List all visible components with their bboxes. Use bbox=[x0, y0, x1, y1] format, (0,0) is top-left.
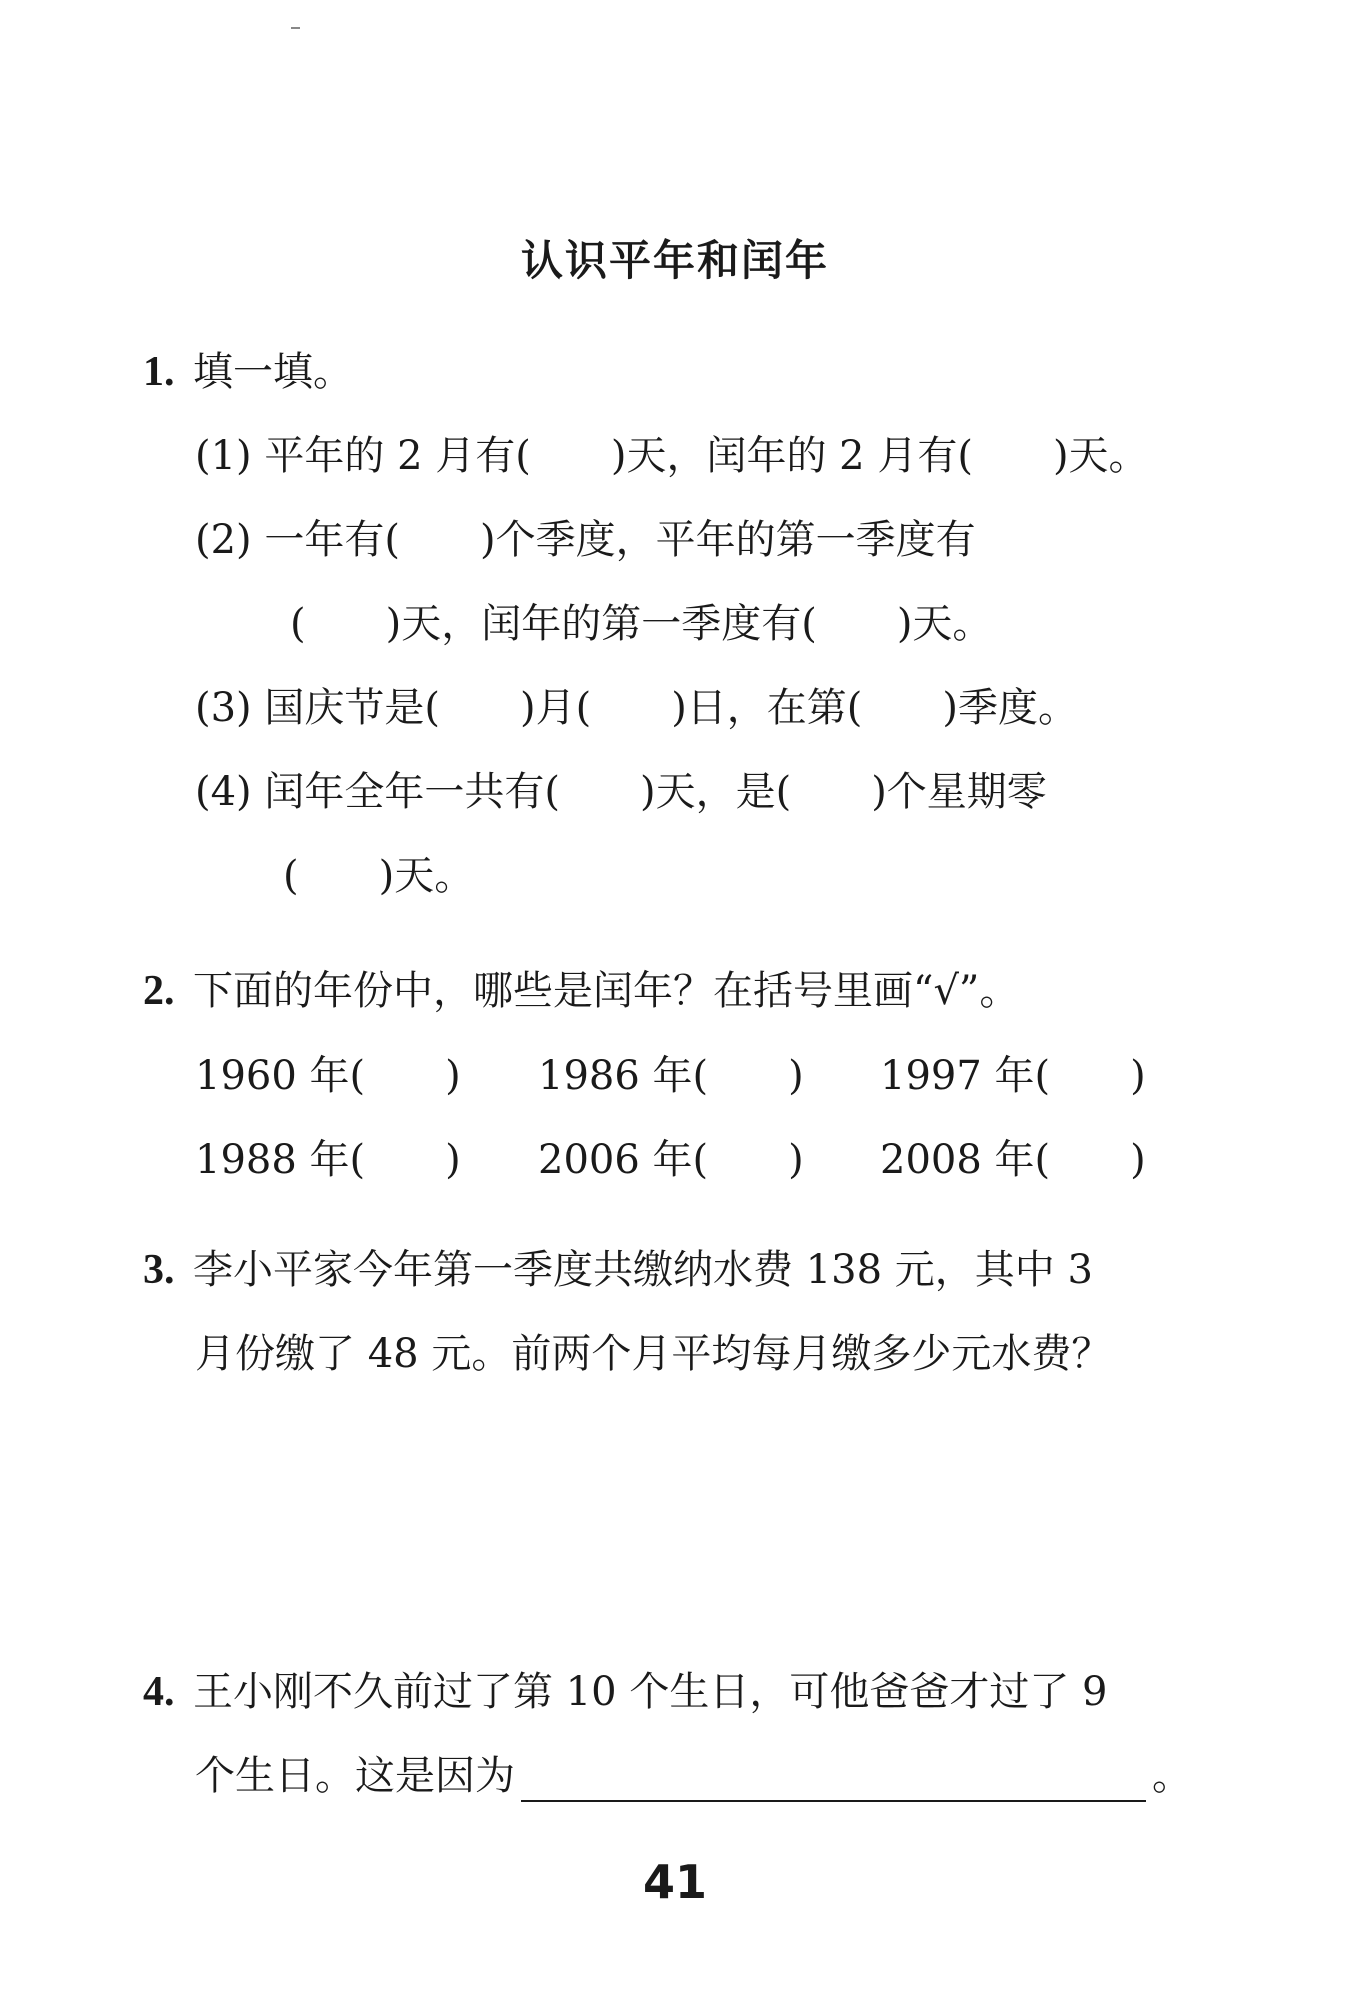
q2-year-1988: 1988 年( ) bbox=[195, 1137, 461, 1183]
q2-year-1997: 1997 年( ) bbox=[880, 1053, 1146, 1099]
q4-text-1: 王小刚不久前过了第 10 个生日，可他爸爸才过了 9 bbox=[193, 1669, 1108, 1715]
q2-prompt: 下面的年份中，哪些是闰年？在括号里画“√”。 bbox=[193, 968, 1020, 1014]
q4-text-end: 。 bbox=[1152, 1753, 1192, 1799]
q4-line-2 bbox=[195, 1750, 1192, 1802]
q1-item-2: (2) 一年有( )个季度，平年的第一季度有 bbox=[195, 517, 976, 563]
q1-header bbox=[143, 346, 353, 398]
q2-year-2006: 2006 年( ) bbox=[538, 1137, 804, 1183]
q3-line-1 bbox=[143, 1244, 1093, 1296]
q4-line-1 bbox=[143, 1666, 1108, 1718]
q4-number: 4. bbox=[143, 1669, 175, 1715]
q1-item-3: (3) 国庆节是( )月( )日，在第( )季度。 bbox=[195, 685, 1079, 731]
q1-item-4-cont: ( )天。 bbox=[283, 853, 475, 899]
q4-answer-blank[interactable] bbox=[521, 1756, 1146, 1802]
q2-year-1986: 1986 年( ) bbox=[538, 1053, 804, 1099]
q3-line-2: 月份缴了 48 元。前两个月平均每月缴多少元水费？ bbox=[195, 1331, 1112, 1377]
page-number: 41 bbox=[642, 1855, 707, 1909]
q3-text-1: 李小平家今年第一季度共缴纳水费 138 元，其中 3 bbox=[193, 1247, 1093, 1293]
q1-item-2-cont: ( )天，闰年的第一季度有( )天。 bbox=[290, 601, 993, 647]
q2-header bbox=[143, 965, 1019, 1017]
page-title: 认识平年和闰年 bbox=[520, 236, 829, 285]
scan-speck bbox=[291, 27, 300, 29]
q1-item-4: (4) 闰年全年一共有( )天，是( )个星期零 bbox=[195, 769, 1047, 815]
q1-item-1: (1) 平年的 2 月有( )天，闰年的 2 月有( )天。 bbox=[195, 433, 1149, 479]
q3-number: 3. bbox=[143, 1247, 175, 1293]
q2-year-2008: 2008 年( ) bbox=[880, 1137, 1146, 1183]
q2-number: 2. bbox=[143, 968, 175, 1014]
q4-text-2: 个生日。这是因为 bbox=[195, 1753, 515, 1799]
q2-year-1960: 1960 年( ) bbox=[195, 1053, 461, 1099]
q1-prompt: 填一填。 bbox=[193, 349, 353, 395]
q1-number: 1. bbox=[143, 349, 175, 395]
